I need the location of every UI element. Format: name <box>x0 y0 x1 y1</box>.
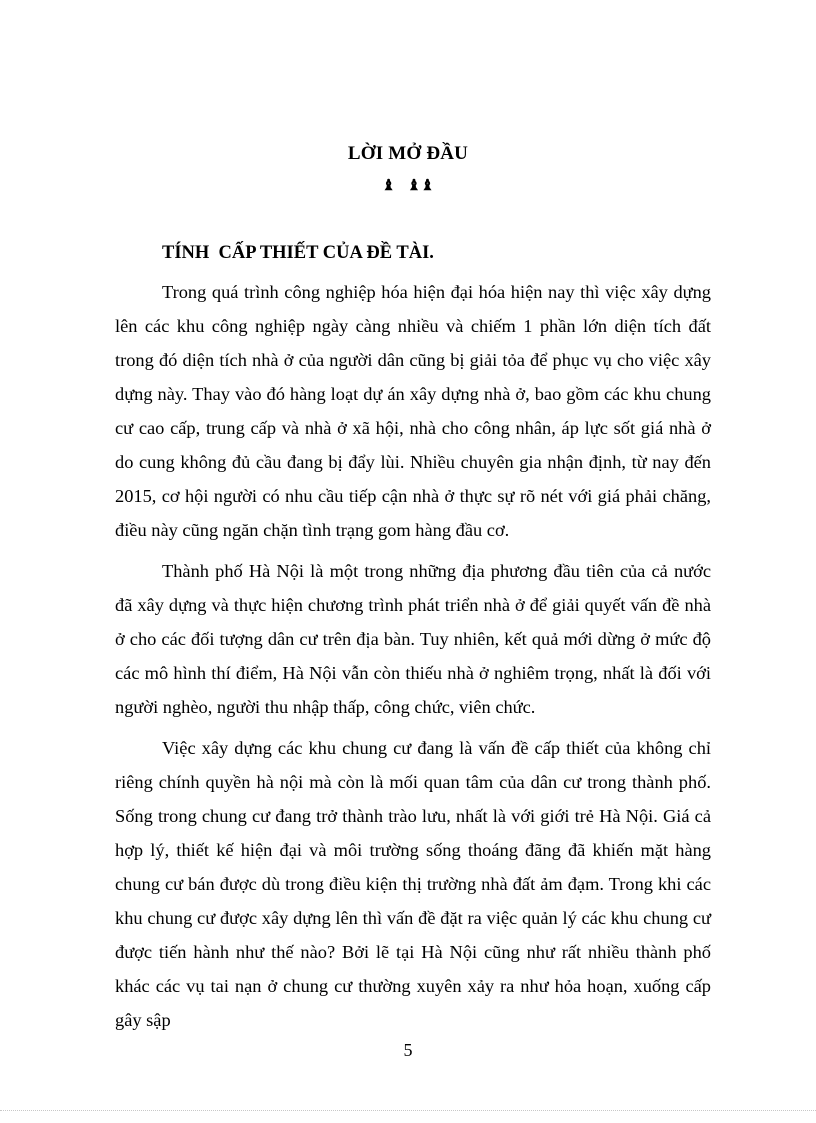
title-ornament <box>0 176 816 195</box>
body-text <box>115 275 711 1044</box>
paragraph: Thành phố Hà Nội là một trong những địa phương đầu tiên của cả nước đã xây dựng và thực hiện chương trình phát triển nhà ở để giải quyết vấn đề nhà ở cho các đối tượng dân cư trên địa bàn. Tuy nhiên, kết quả mới dừng ở mức độ các mô hình thí điểm, Hà Nội vẫn còn thiếu nhà ở nghiêm trọng, nhất là đối với người nghèo, người thu nhập thấp, công chức, viên chức. <box>115 561 711 717</box>
paragraph: Trong quá trình công nghiệp hóa hiện đại hóa hiện nay thì việc xây dựng lên các khu công nghiệp ngày càng nhiều và chiếm 1 phần lớn diện tích đất trong đó diện tích nhà ở của người dân cũng bị giải tỏa để phục vụ cho việc xây dựng này. Thay vào đó hàng loạt dự án xây dựng nhà ở, bao gồm các khu chung cư cao cấp, trung cấp và nhà ở xã hội, nhà cho công nhân, áp lực sốt giá nhà ở do cung không đủ cầu đang bị đẩy lùi. Nhiều chuyên gia nhận định, từ nay đến 2015, cơ hội người có nhu cầu tiếp cận nhà ở thực sự rõ nét với giá phải chăng, điều này cũng ngăn chặn tình trạng gom hàng đầu cơ. <box>115 282 711 540</box>
page-bottom-divider <box>0 1110 816 1111</box>
page-number: 5 <box>403 1040 413 1060</box>
ornament-icon: ♝♝ <box>407 178 435 194</box>
section-heading: TÍNH CẤP THIẾT CỦA ĐỀ TÀI. <box>162 243 434 263</box>
page-title: LỜI MỞ ĐẦU <box>347 143 469 164</box>
ornament-icon: ♝ <box>381 178 396 194</box>
paragraph: Việc xây dựng các khu chung cư đang là vấn đề cấp thiết của không chỉ riêng chính quyền hà nội mà còn là mối quan tâm của dân cư trong thành phố. Sống trong chung cư đang trở thành trào lưu, nhất là với giới trẻ Hà Nội. Giá cả hợp lý, thiết kế hiện đại và môi trường sống thoáng đãng đã khiến mặt hàng chung cư bán được dù trong điều kiện thị trường nhà đất ảm đạm. Trong khi các khu chung cư được xây dựng lên thì vấn đề đặt ra việc quản lý các khu chung cư được tiến hành như thế nào? Bởi lẽ tại Hà Nội cũng như rất nhiều thành phố khác các vụ tai nạn ở chung cư thường xuyên xảy ra như hỏa hoạn, xuống cấp gây sập <box>115 738 711 1030</box>
